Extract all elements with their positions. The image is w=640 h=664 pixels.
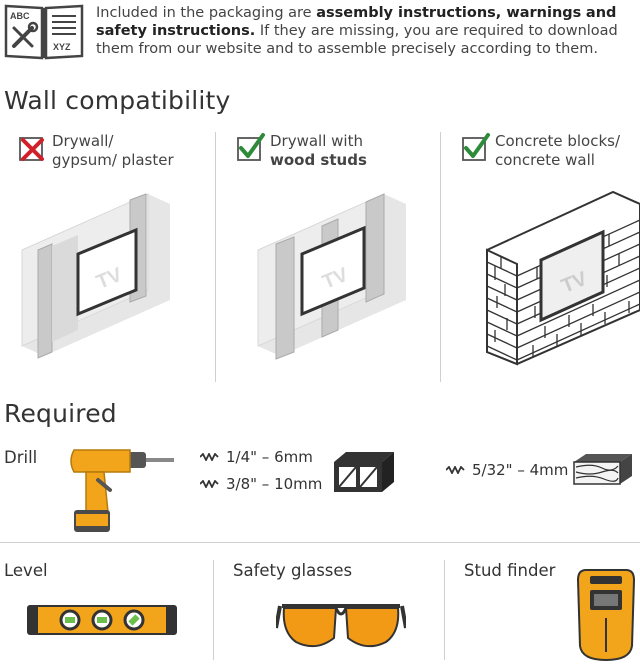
wall-type-label — [18, 132, 174, 170]
check-mark-icon — [236, 132, 266, 162]
cross-mark-icon — [18, 132, 48, 162]
header-text — [96, 4, 640, 58]
header-bold-2: and safety instructions. — [96, 5, 617, 39]
safety-glasses-label: Safety glasses — [233, 561, 353, 580]
spirit-level-icon — [26, 602, 178, 638]
wall-type-label — [461, 132, 620, 170]
drill-bit-spec — [446, 461, 568, 479]
drill-bit-size: 3/8" – 10mm — [226, 475, 323, 493]
tv-label: TV — [558, 267, 591, 298]
instruction-book-icon — [2, 2, 86, 60]
wall-label-line2: gypsum/ plaster — [52, 151, 174, 169]
wall-type-drywall — [0, 128, 215, 390]
header — [0, 0, 640, 70]
wall-compatibility-title: Wall compatibility — [4, 86, 231, 115]
wall-label-line1: Drywall/ — [52, 132, 114, 150]
stud-finder-label: Stud finder — [464, 561, 556, 580]
divider — [444, 560, 445, 660]
divider — [213, 560, 214, 660]
drill-bit-size: 1/4" – 6mm — [226, 448, 313, 466]
wood-plank-icon — [572, 452, 634, 486]
header-prefix: Included in the packaging are — [96, 5, 317, 21]
safety-glasses-icon — [276, 598, 406, 654]
drill-bit-spec — [200, 448, 313, 466]
tv-label: TV — [93, 263, 126, 294]
divider — [215, 132, 216, 382]
divider — [0, 542, 640, 543]
drill-bit-icon — [200, 453, 220, 461]
wall-label-line1: Concrete blocks/ — [495, 132, 621, 150]
header-bold-1: assembly instructions, warnings — [316, 5, 582, 21]
wall-label-line2-bold: wood studs — [270, 151, 367, 169]
drywall-wood-studs-illustration — [218, 180, 433, 400]
stud-finder-icon — [576, 566, 636, 664]
concrete-wall-illustration — [443, 180, 640, 400]
wall-type-label — [236, 132, 367, 170]
drill-bit-spec — [200, 475, 322, 493]
level-label: Level — [4, 561, 48, 580]
drill-bit-size: 5/32" – 4mm — [472, 461, 569, 479]
icon-xyz-text: XYZ — [53, 42, 71, 52]
icon-abc-text: ABC — [10, 11, 30, 21]
divider — [440, 132, 441, 382]
drill-label: Drill — [4, 448, 38, 467]
wall-label-line2: concrete wall — [495, 151, 595, 169]
concrete-block-icon — [332, 450, 396, 494]
drill-bit-icon — [446, 466, 466, 474]
wall-type-drywall-wood-studs — [218, 128, 440, 390]
check-mark-icon — [461, 132, 491, 162]
required-title: Required — [4, 399, 117, 428]
tv-label: TV — [319, 263, 352, 294]
header-suffix: If they are missing, you are required to download them from our website and to assemble precisely according to them. — [96, 23, 618, 57]
drill-bit-icon — [200, 480, 220, 488]
wall-label-line1: Drywall with — [270, 132, 363, 150]
wall-type-concrete — [443, 128, 640, 390]
drywall-illustration — [0, 180, 215, 400]
drill-icon — [64, 446, 184, 534]
